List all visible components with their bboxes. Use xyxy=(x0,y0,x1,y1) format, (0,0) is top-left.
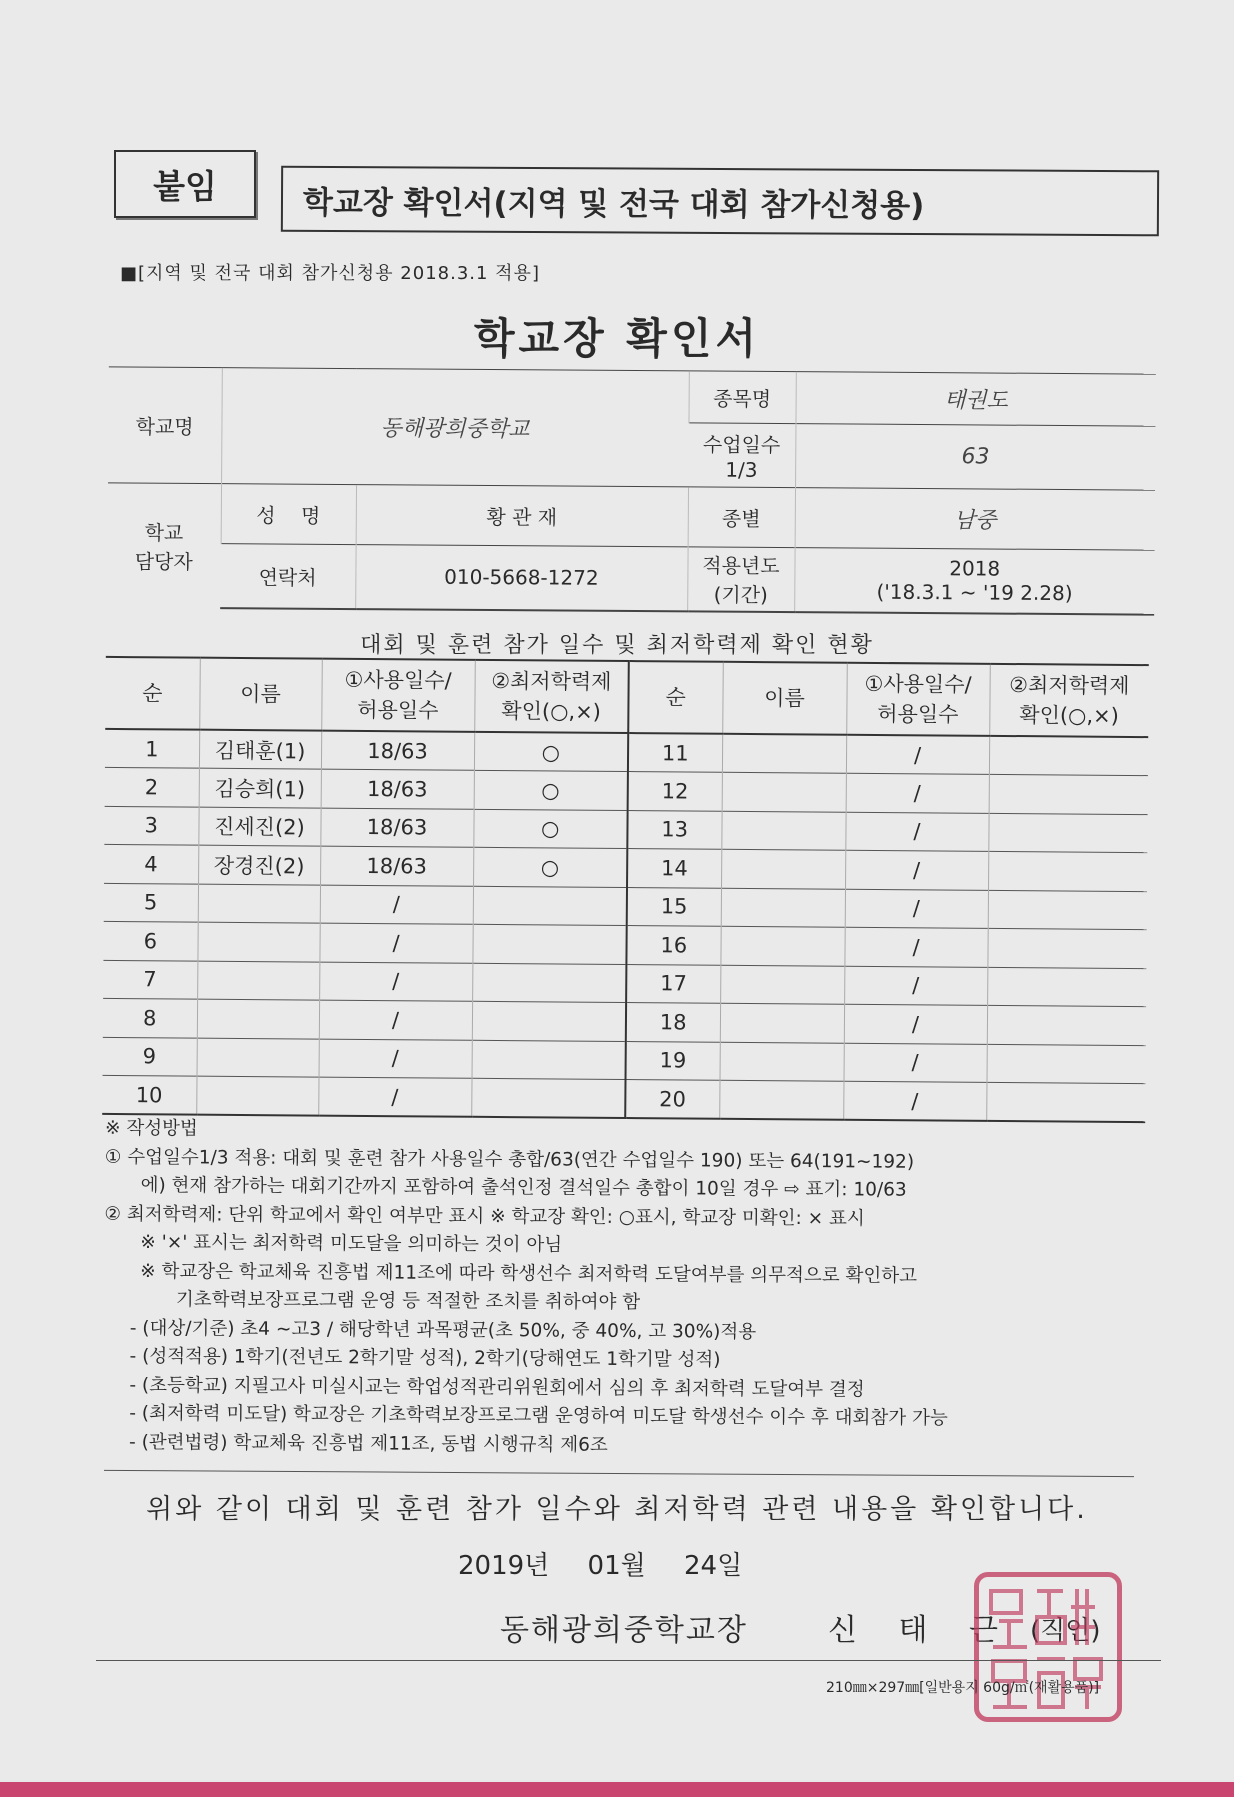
days-used: / xyxy=(845,812,988,852)
confirmation-statement: 위와 같이 대회 및 훈련 참가 일수와 최저학력 관련 내용을 확인합니다. xyxy=(146,1494,1088,1525)
days-used: 18/63 xyxy=(321,731,474,771)
period-label-line2: (기간) xyxy=(713,582,768,608)
instruction-line: ② 최저학력제: 단위 학교에서 확인 여부만 표시 ※ 학교장 확인: ○표시, 학교장 미확인: × 표시 xyxy=(104,1203,865,1229)
seal-suffix: (직인) xyxy=(1030,1616,1101,1646)
days-used: / xyxy=(844,927,987,967)
instruction-line: - (최저학력 미도달) 학교장은 기초학력보장프로그램 운영하여 미도달 학생선수 이수 후 대회참가 가능 xyxy=(129,1402,948,1429)
header-check-line1: ②최저학력제 xyxy=(491,668,612,694)
sport-value: 태권도 xyxy=(795,372,1155,427)
attachment-tag: 붙임 xyxy=(114,150,256,218)
name-label: 성 명 xyxy=(221,484,356,545)
row-number: 13 xyxy=(627,810,721,849)
period-value-line2: ('18.3.1 ~ '19 2.28) xyxy=(876,579,1073,606)
academic-check xyxy=(988,851,1147,891)
academic-check xyxy=(473,886,627,926)
student-name xyxy=(720,1003,844,1042)
header-check xyxy=(474,660,629,733)
header-check-line2: 확인(○,×) xyxy=(501,699,602,724)
days-used: 18/63 xyxy=(321,769,474,809)
days-used: / xyxy=(846,773,989,813)
academic-check xyxy=(472,1001,626,1041)
header-no: 순 xyxy=(105,657,200,730)
paper-spec: 210㎜×297㎜[일반용지 60g/㎡(재활용품)] xyxy=(826,1680,1100,1696)
row-number: 14 xyxy=(627,849,721,888)
student-name: 진세진(2) xyxy=(198,807,320,846)
student-name xyxy=(198,884,320,923)
school-label: 학교명 xyxy=(108,367,222,484)
row-number: 8 xyxy=(103,998,197,1037)
days-used: / xyxy=(319,923,472,963)
academic-check xyxy=(471,1078,625,1118)
manager-label-line1: 학교 xyxy=(144,520,184,545)
instruction-line: 기초학력보장프로그램 운영 등 적절한 조치를 취하여야 함 xyxy=(175,1289,641,1314)
row-number: 7 xyxy=(103,960,197,999)
header-name: 이름 xyxy=(199,658,322,731)
days-used: / xyxy=(319,1039,472,1079)
academic-check xyxy=(988,890,1147,930)
row-number: 11 xyxy=(628,733,722,772)
instruction-line: - (초등학교) 지필고사 미실시교는 학업성적관리위원회에서 심의 후 최저학력 도달여부 결정 xyxy=(129,1374,865,1400)
school-info-table xyxy=(107,366,1156,615)
days-label xyxy=(688,423,795,488)
academic-check xyxy=(989,774,1148,814)
student-name: 장경진(2) xyxy=(198,845,320,884)
student-name xyxy=(722,772,846,811)
applicability-note: ■[지역 및 전국 대회 참가신청용 2018.3.1 적용] xyxy=(120,263,540,284)
student-name xyxy=(720,926,844,965)
days-used: / xyxy=(844,1004,987,1044)
student-name xyxy=(722,734,846,773)
sport-label: 종목명 xyxy=(688,371,795,424)
days-used: / xyxy=(320,885,473,925)
name-value: 황 관 재 xyxy=(356,485,688,547)
manager-label-line2: 담당자 xyxy=(134,549,193,574)
row-number: 16 xyxy=(626,926,720,965)
instructions xyxy=(103,1115,1165,1463)
header-days-line1: ①사용일수/ xyxy=(344,667,452,693)
document-title: 학교장 확인서 xyxy=(473,314,761,363)
days-used: 18/63 xyxy=(320,846,473,886)
days-used: / xyxy=(844,966,987,1006)
academic-check: ○ xyxy=(474,770,628,810)
days-used: / xyxy=(319,962,472,1002)
student-name xyxy=(719,1080,843,1119)
header-days-right xyxy=(846,663,990,736)
header-days-line2: 허용일수 xyxy=(357,697,439,723)
background-strip xyxy=(0,1782,1234,1797)
days-label-line1: 수업일수 xyxy=(702,432,781,458)
academic-check xyxy=(472,963,626,1003)
row-number: 20 xyxy=(625,1080,719,1119)
row-number: 3 xyxy=(104,806,198,845)
period-label xyxy=(687,547,794,612)
academic-check xyxy=(989,736,1148,776)
days-label-line2: 1/3 xyxy=(725,457,758,482)
academic-check xyxy=(987,967,1146,1007)
table-body xyxy=(102,729,1148,1122)
period-label-line1: 적용년도 xyxy=(702,553,780,579)
header-no-right: 순 xyxy=(628,661,723,734)
instruction-line: - (관련법령) 학교체육 진흥법 제11조, 동법 시행규칙 제6조 xyxy=(128,1431,608,1456)
days-value: 63 xyxy=(795,424,1155,491)
row-number: 10 xyxy=(102,1075,196,1114)
days-used: / xyxy=(845,850,988,890)
header-name-right: 이름 xyxy=(722,662,847,735)
category-label: 종별 xyxy=(688,487,795,548)
student-name xyxy=(196,1076,318,1115)
contact-label: 연락처 xyxy=(220,544,355,609)
row-number: 4 xyxy=(104,844,198,883)
days-used: / xyxy=(319,1000,472,1040)
manager-label xyxy=(107,483,221,608)
header-days-right-line1: ①사용일수/ xyxy=(864,671,972,697)
academic-check: ○ xyxy=(474,732,628,772)
contact-value: 010-5668-1272 xyxy=(355,545,687,611)
student-name xyxy=(721,888,845,927)
row-number: 15 xyxy=(627,887,721,926)
header-check-right-line2: 확인(○,×) xyxy=(1019,703,1120,728)
participation-table xyxy=(102,656,1149,1123)
row-number: 6 xyxy=(103,921,197,960)
row-number: 12 xyxy=(628,772,722,811)
signer-name: 신 태 근 xyxy=(828,1613,1015,1648)
row-number: 5 xyxy=(104,883,198,922)
signer-title: 동해광희중학교장 xyxy=(500,1613,748,1648)
header-days xyxy=(321,659,475,732)
student-name: 김승희(1) xyxy=(199,768,321,807)
academic-check xyxy=(987,1005,1146,1045)
row-number: 9 xyxy=(103,1037,197,1076)
section-title: 대회 및 훈련 참가 일수 및 최저학력제 확인 현황 xyxy=(360,633,874,658)
period-value xyxy=(794,548,1154,615)
row-number: 2 xyxy=(105,767,199,806)
row-number: 1 xyxy=(105,729,199,768)
academic-check xyxy=(986,1044,1145,1084)
student-name xyxy=(197,922,319,961)
academic-check xyxy=(472,924,626,964)
period-value-line1: 2018 xyxy=(949,556,1001,581)
instruction-line: ※ '×' 표시는 최저학력 미도달을 의미하는 것이 아님 xyxy=(140,1231,563,1256)
days-used: 18/63 xyxy=(320,808,473,848)
instruction-line: 에) 현재 참가하는 대회기간까지 포함하여 출석인정 결석일수 총합이 10일 경우 ⇨ 표기: 10/63 xyxy=(140,1174,907,1201)
days-used: / xyxy=(318,1077,471,1117)
days-used: / xyxy=(845,889,988,929)
instructions-title: ※ 작성방법 xyxy=(104,1117,198,1140)
row-number: 18 xyxy=(626,1003,720,1042)
category-value: 남중 xyxy=(795,488,1155,551)
academic-check: ○ xyxy=(473,809,627,849)
instruction-line: - (대상/기준) 초4 ~고3 / 해당학년 과목평균(초 50%, 중 40%, 고 30%)적용 xyxy=(129,1317,757,1343)
student-name xyxy=(721,849,845,888)
instruction-line: - (성적적용) 1학기(전년도 2학기말 성적), 2학기(당해연도 1학기말 성적) xyxy=(129,1345,721,1371)
student-name xyxy=(721,811,845,850)
footer-divider xyxy=(96,1660,1161,1661)
row-number: 17 xyxy=(626,964,720,1003)
academic-check xyxy=(986,1082,1145,1122)
student-name: 김태훈(1) xyxy=(199,730,321,769)
instruction-line: ※ 학교장은 학교체육 진흥법 제11조에 따라 학생선수 최저학력 도달여부를 의무적으로 확인하고 xyxy=(140,1260,918,1287)
student-name xyxy=(720,965,844,1004)
school-value: 동해광희중학교 xyxy=(221,368,689,487)
instruction-line: ① 수업일수1/3 적용: 대회 및 훈련 참가 사용일수 총합/63(연간 수업일수 190) 또는 64(191~192) xyxy=(104,1146,915,1173)
form-title-box: 학교장 확인서(지역 및 전국 대회 참가신청용) xyxy=(281,166,1159,237)
days-used: / xyxy=(846,735,989,775)
header-check-right-line1: ②최저학력제 xyxy=(1009,673,1130,698)
days-used: / xyxy=(843,1081,986,1121)
row-number: 19 xyxy=(626,1041,720,1080)
academic-check xyxy=(987,928,1146,968)
days-used: / xyxy=(844,1043,987,1083)
issue-date: 2019년 01월 24일 xyxy=(458,1551,743,1581)
academic-check: ○ xyxy=(473,847,627,887)
header-days-right-line2: 허용일수 xyxy=(877,701,959,727)
student-name xyxy=(197,1038,319,1077)
academic-check xyxy=(472,1040,626,1080)
student-name xyxy=(720,1042,844,1081)
student-name xyxy=(197,961,319,1000)
table-header-row xyxy=(105,657,1149,737)
student-name xyxy=(197,999,319,1038)
official-seal-stamp xyxy=(974,1572,1122,1722)
header-check-right xyxy=(989,664,1149,737)
academic-check xyxy=(988,813,1147,853)
